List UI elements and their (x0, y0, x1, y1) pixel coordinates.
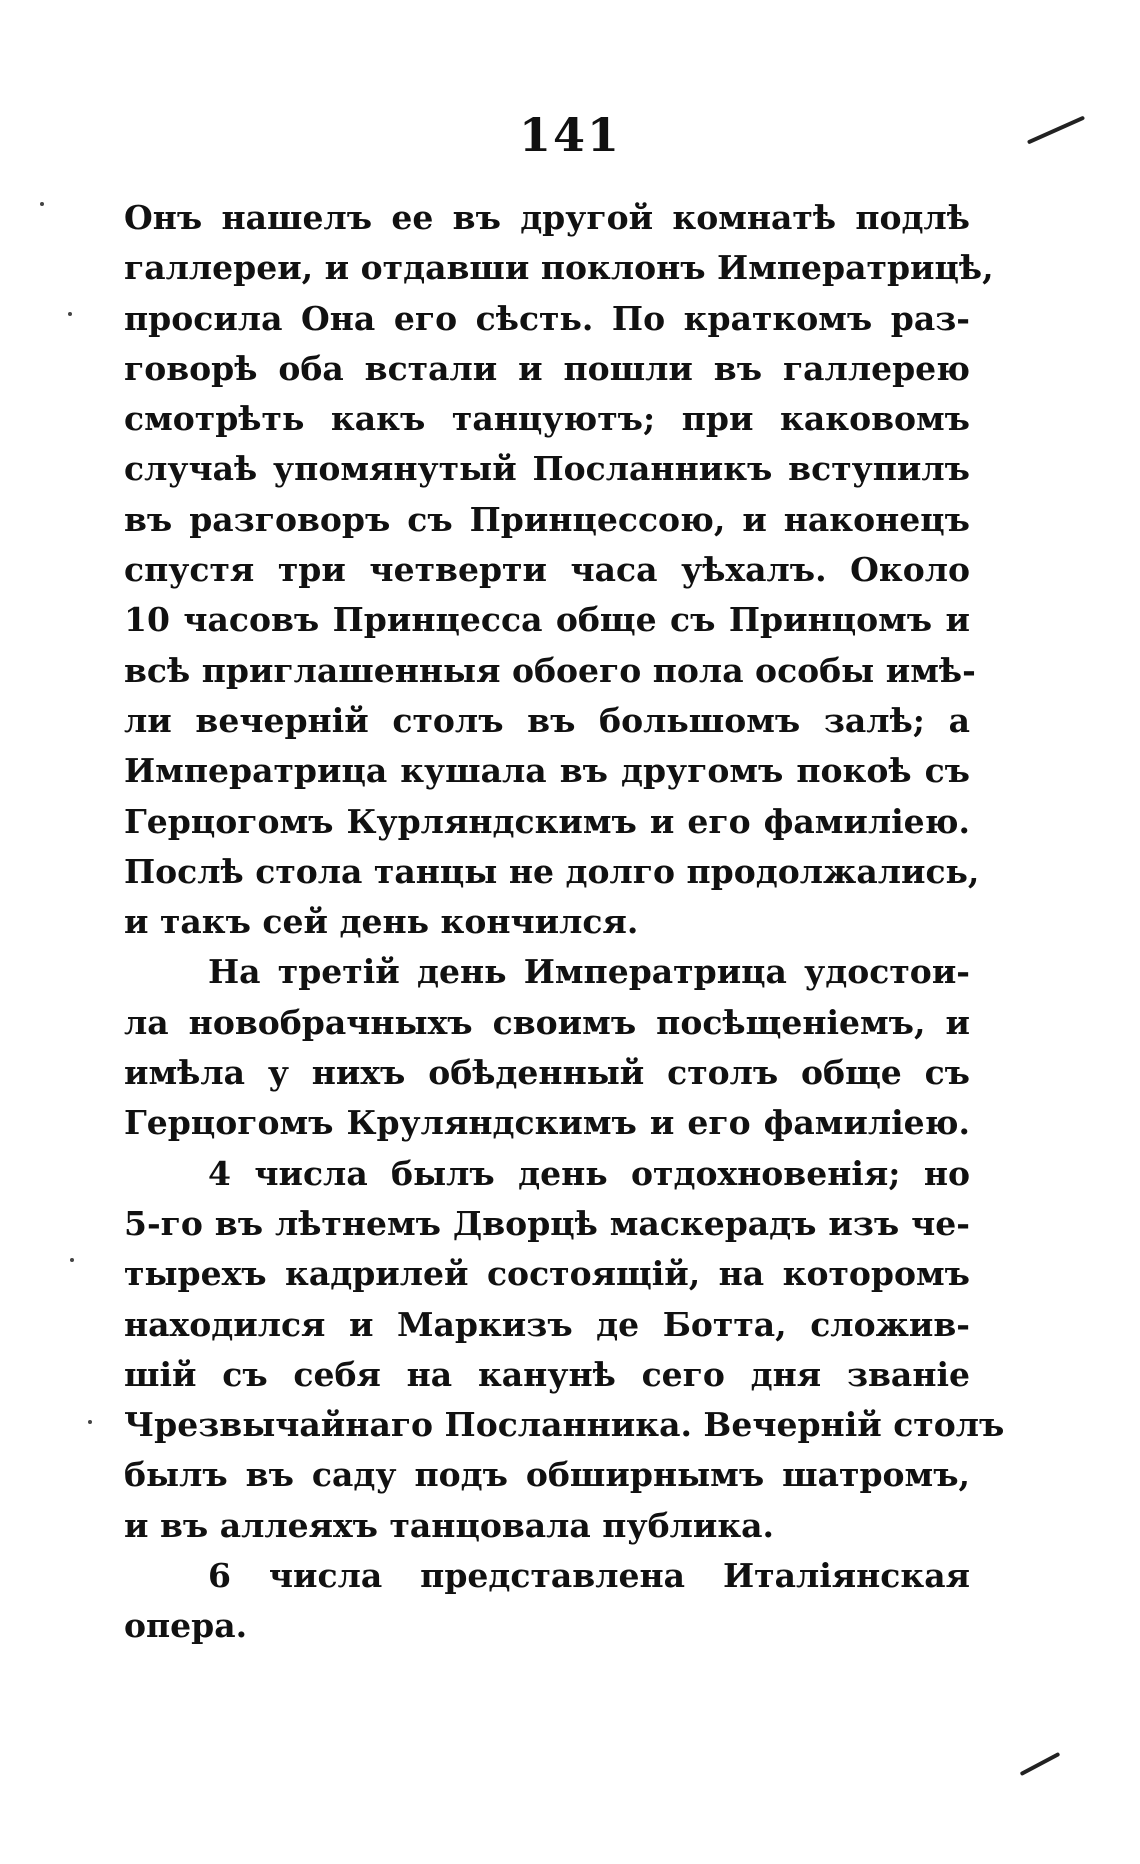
text-line: Чрезвычайнаго Посланника. Вечерній столъ (124, 1405, 1005, 1445)
text-line: всѣ приглашенныя обоего пола особы имѣ- (124, 650, 976, 690)
scan-speck (88, 1420, 92, 1424)
text-line: и такъ сей день кончился. (124, 902, 639, 942)
text-line: 4 числа былъ день отдохновенія; но (208, 1153, 970, 1193)
text-line: Императрица кушала въ другомъ покоѣ съ (124, 751, 970, 791)
text-line: галлереи, и отдавши поклонъ Императрицѣ, (124, 248, 994, 288)
text-line: Герцогомъ Круляндскимъ и его фамиліею. (124, 1103, 970, 1143)
text-line: имѣла у нихъ обѣденный столъ обще съ (124, 1053, 970, 1093)
scan-speck (70, 1258, 74, 1262)
text-line: въ разговоръ съ Принцессою, и наконецъ (124, 499, 970, 539)
text-line: смотрѣть какъ танцуютъ; при каковомъ (124, 399, 970, 439)
text-line: говорѣ оба встали и пошли въ галлерею (124, 348, 970, 388)
pen-mark-top (1027, 116, 1085, 145)
text-line: шій съ себя на канунѣ сего дня званіе (124, 1354, 970, 1394)
body-text (124, 193, 1005, 1652)
text-line: 10 часовъ Принцесса обще съ Принцомъ и (124, 600, 970, 640)
text-line: Послѣ стола танцы не долго продолжались, (124, 851, 980, 891)
text-line: спустя три четверти часа уѣхалъ. Около (124, 550, 970, 590)
text-line: 5-го въ лѣтнемъ Дворцѣ маскерадъ изъ че- (124, 1203, 970, 1243)
text-line: находился и Маркизъ де Ботта, сложив- (124, 1304, 970, 1344)
text-line: случаѣ упомянутый Посланникъ вступилъ (124, 449, 970, 489)
scan-speck (68, 312, 72, 316)
text-line: 6 числа представлена Италіянская (208, 1556, 970, 1596)
text-line: просила Она его сѣсть. По краткомъ раз- (124, 298, 970, 338)
text-line: ли вечерній столъ въ большомъ залѣ; а (124, 700, 970, 740)
text-line: ла новобрачныхъ своимъ посѣщеніемъ, и (124, 1002, 970, 1042)
pen-mark-bottom (1020, 1752, 1061, 1776)
text-line: тырехъ кадрилей состоящій, на которомъ (124, 1254, 970, 1294)
text-line: На третій день Императрица удостои- (208, 952, 970, 992)
text-line: и въ аллеяхъ танцовала публика. (124, 1505, 775, 1545)
text-line: Онъ нашелъ ее въ другой комнатѣ подлѣ (124, 198, 970, 237)
text-line: Герцогомъ Курляндскимъ и его фамиліею. (124, 801, 970, 841)
text-line: былъ въ саду подъ обширнымъ шатромъ, (124, 1455, 970, 1495)
scan-speck (40, 202, 44, 206)
page-number: 141 (518, 108, 622, 162)
text-line: опера. (124, 1606, 248, 1646)
